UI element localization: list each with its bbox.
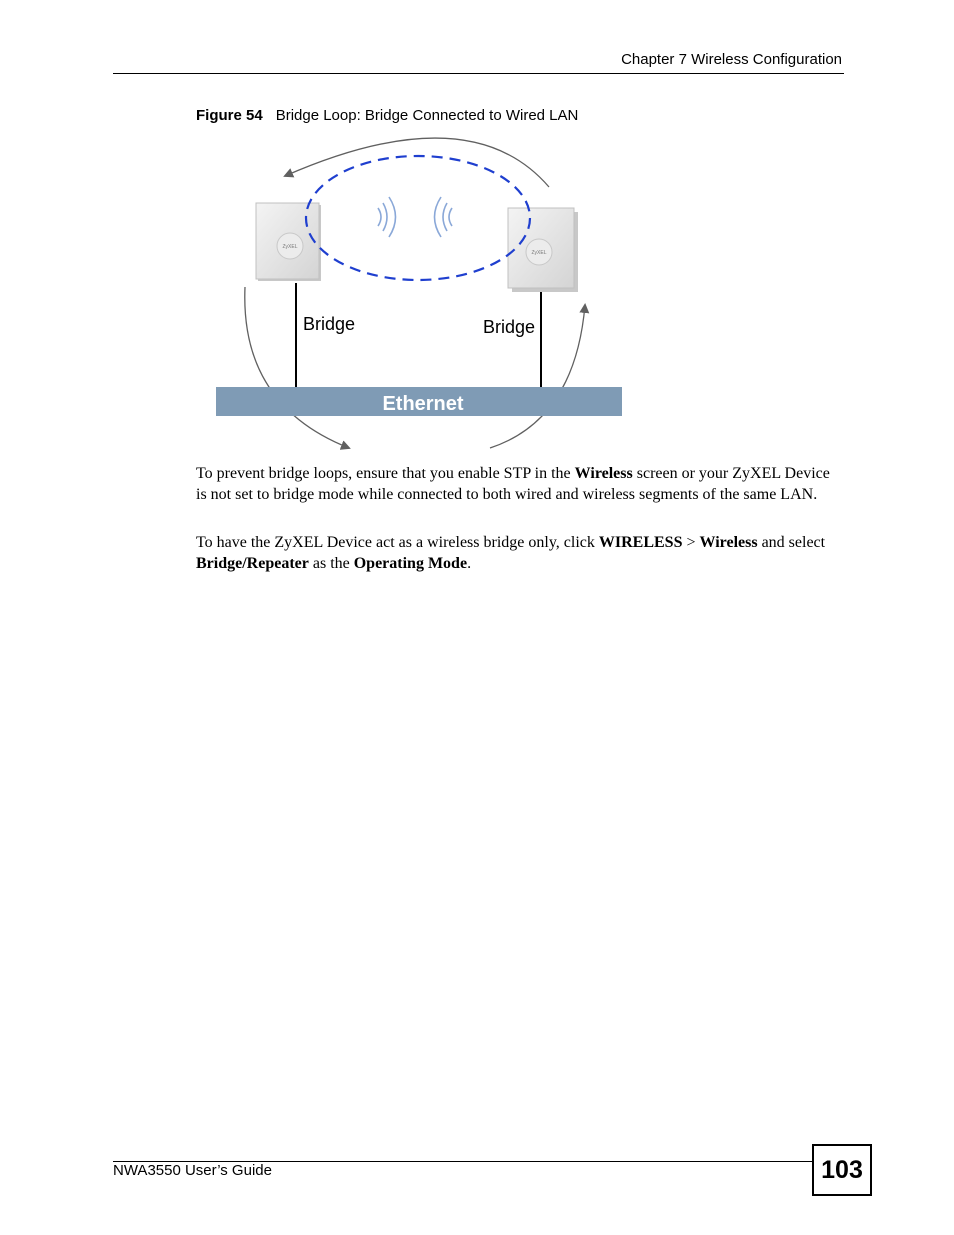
footer-guide-name: NWA3550 User’s Guide <box>113 1162 272 1179</box>
paragraph-text: > <box>682 534 700 551</box>
page-number: 103 <box>812 1144 872 1196</box>
bold-term: Bridge/Repeater <box>196 554 309 572</box>
body-paragraph-stp <box>196 464 844 505</box>
header-chapter-title: Chapter 7 Wireless Configuration <box>621 51 842 68</box>
right-bridge-device <box>508 208 578 292</box>
right-device-logo: ZyXEL <box>531 250 547 256</box>
bridge-loop-diagram <box>0 0 954 470</box>
figure-number: Figure 54 <box>196 107 263 124</box>
right-bridge-label: Bridge <box>483 317 536 337</box>
paragraph-text: and select <box>757 534 826 551</box>
bold-term: WIRELESS <box>598 534 683 551</box>
bold-term: Operating Mode <box>353 554 468 572</box>
paragraph-text: . <box>467 554 472 572</box>
paragraph-text: To prevent bridge loops, ensure that you enable STP in the <box>196 465 575 482</box>
wireless-signal-icon <box>378 197 452 237</box>
figure-caption-text: Bridge Loop: Bridge Connected to Wired LAN <box>275 107 579 124</box>
paragraph-text: as the <box>308 554 354 572</box>
left-device-logo: ZyXEL <box>282 244 298 250</box>
paragraph-text: To have the ZyXEL Device act as a wireless bridge only, click <box>196 534 599 551</box>
left-bridge-device <box>256 203 321 281</box>
loop-arrow-top <box>285 138 549 187</box>
bold-term: Wireless <box>699 534 758 551</box>
paragraph-text: screen or your ZyXEL Device is not set to bridge mode while connected to both wired and wireless segments of the same LAN. <box>196 465 830 503</box>
left-bridge-label: Bridge <box>303 314 356 334</box>
ethernet-label: Ethernet <box>382 393 464 415</box>
wireless-loop-ellipse <box>306 156 530 280</box>
body-paragraph-bridge-mode <box>196 533 844 574</box>
bold-term: Wireless <box>574 465 633 482</box>
